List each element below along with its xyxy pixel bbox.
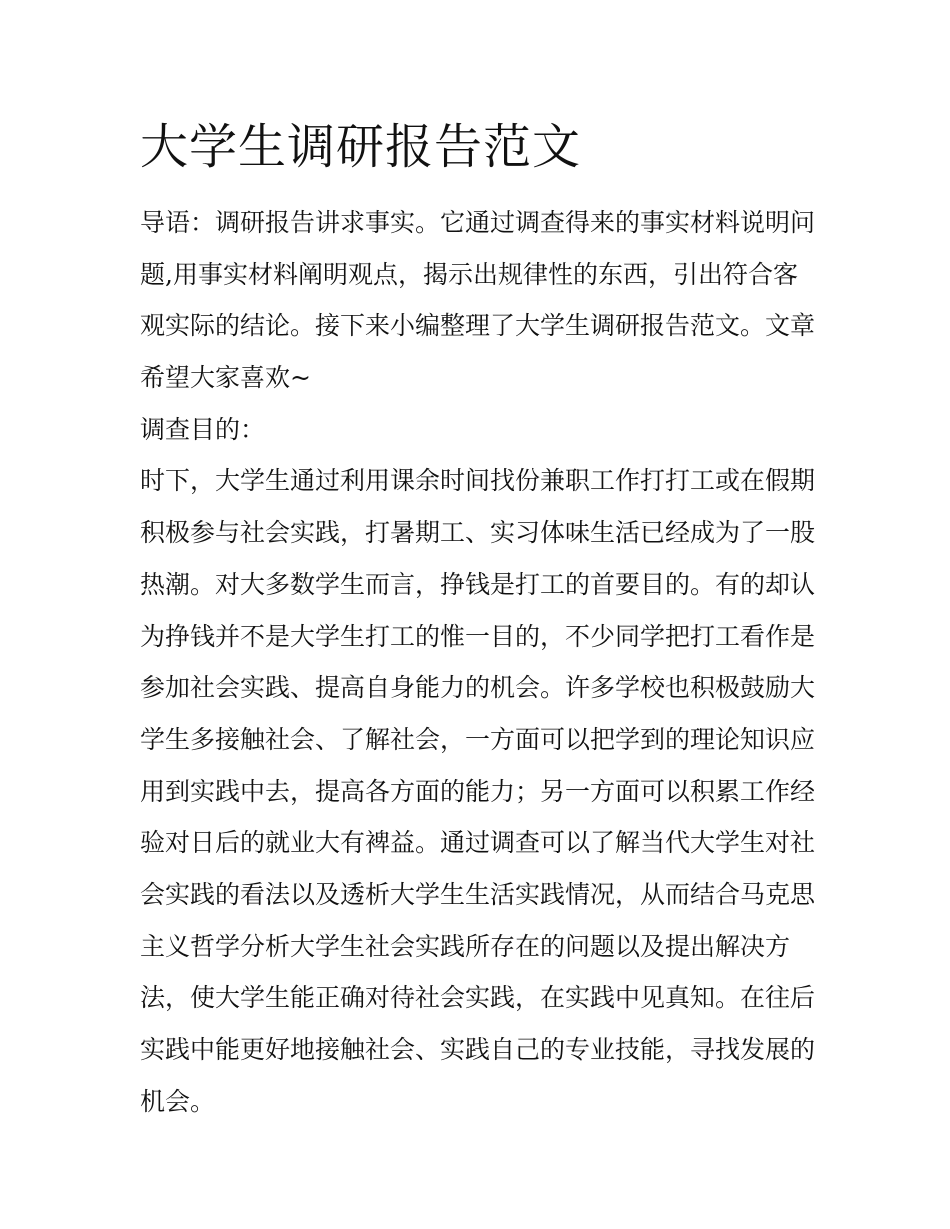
body-line: 机会。: [140, 1086, 216, 1116]
document-title: 大学生调研报告范文: [140, 119, 582, 175]
intro-line: 题,用事实材料阐明观点，揭示出规律性的东西，引出符合客: [140, 259, 798, 289]
body-line: 学生多接触社会、了解社会，一方面可以把学到的理论知识应: [140, 724, 816, 754]
document-body: [140, 197, 820, 1127]
intro-line: 导语：调研报告讲求事实。它通过调查得来的事实材料说明问: [140, 208, 816, 237]
body-line: 时下，大学生通过利用课余时间找份兼职工作打打工或在假期: [140, 466, 816, 496]
intro-line: 希望大家喜欢~: [140, 363, 311, 393]
body-line: 为挣钱并不是大学生打工的惟一目的，不少同学把打工看作是: [140, 621, 816, 651]
body-line: 会实践的看法以及透析大学生生活实践情况，从而结合马克思: [140, 879, 816, 909]
body-line: 实践中能更好地接触社会、实践自己的专业技能，寻找发展的: [140, 1035, 816, 1064]
body-line: 法，使大学生能正确对待社会实践，在实践中见真知。在往后: [140, 983, 816, 1013]
body-line: 主义哲学分析大学生社会实践所存在的问题以及提出解决方: [140, 931, 791, 961]
intro-line: 观实际的结论。接下来小编整理了大学生调研报告范文。文章: [140, 311, 816, 341]
body-line: 参加社会实践、提高自身能力的机会。许多学校也积极鼓励大: [140, 673, 816, 703]
body-line: 验对日后的就业大有裨益。通过调查可以了解当代大学生对社: [140, 828, 816, 858]
body-line: 热潮。对大多数学生而言，挣钱是打工的首要目的。有的却认: [140, 569, 816, 599]
body-line: 积极参与社会实践，打暑期工、实习体味生活已经成为了一股: [140, 518, 816, 548]
body-line: 用到实践中去，提高各方面的能力；另一方面可以积累工作经: [140, 776, 816, 806]
section-heading: 调查目的：: [140, 414, 266, 444]
